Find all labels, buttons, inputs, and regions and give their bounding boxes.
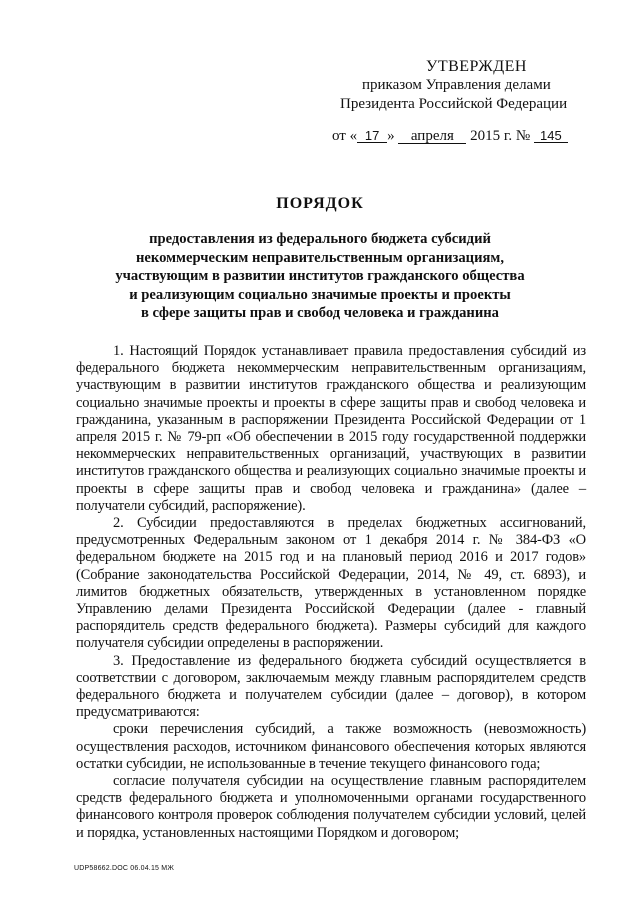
approval-date — [332, 128, 568, 145]
subtitle-line: и реализующим социально значимые проекты и проекты — [129, 286, 511, 303]
subtitle-line: участвующим в развитии институтов гражданского общества — [115, 268, 525, 285]
approval-line-2: Президента Российской Федерации — [340, 96, 568, 112]
file-footer: UDP58662.DOC 06.04.15 МЖ — [74, 865, 174, 872]
paragraph-3-item-2: согласие получателя субсидии на осуществление главным распорядителем средств федерального бюджета и уполномоченными органами государственного финансового контроля проверок соблюдения получателем субсидии условий, целей и порядка, установленных настоящими Порядком и договором; — [76, 773, 586, 841]
date-mid: » — [387, 128, 395, 144]
paragraph-2: 2. Субсидии предоставляются в пределах бюджетных ассигнований, предусмотренных Федеральным законом от 1 декабря 2014 г. № 384-ФЗ «О федеральном бюджете на 2015 год и на плановый период 2016 и 2017 годов» (Собрание законодательства Российской Федерации, 2014, № 49, ст. 6893), и лимитов бюджетных обязательств, утвержденных в установленном порядке Управлению делами Президента Российской Федерации (далее - главный распорядитель средств федерального бюджета). Размеры субсидий для каждого получателя субсидии определены в распоряжении. — [76, 515, 586, 652]
paragraph-3-item-1: сроки перечисления субсидий, а также возможность (невозможность) осуществления расходов, источником финансового обеспечения которых являются остатки субсидии, не использованные в течение текущего финансового года; — [76, 721, 586, 772]
paragraph-1: 1. Настоящий Порядок устанавливает правила предоставления субсидий из федерального бюджета некоммерческим неправительственным организациям, участвующим в развитии институтов гражданского общества и реализующим социально значимые проекты и проекты в сфере защиты прав и свобод человека и гражданина, указанным в распоряжении Президента Российской Федерации от 1 апреля 2015 г. № 79-рп «Об обеспечении в 2015 году государственной поддержки некоммерческих неправительственных организаций, участвующих в развитии институтов гражданского общества и реализующих социально значимые проекты и проекты в сфере защиты прав и свобод человека и гражданина» (далее – получатели субсидий, распоряжение). — [76, 343, 586, 514]
approval-line-1: приказом Управления делами — [362, 77, 551, 93]
date-prefix: от « — [332, 128, 358, 144]
document-subtitle — [0, 230, 640, 323]
subtitle-line: предоставления из федерального бюджета субсидий — [149, 231, 491, 247]
paragraph-3: 3. Предоставление из федерального бюджета субсидий осуществляется в соответствии с договором, заключаемым между главным распорядителем средств федерального бюджета и получателем субсидии (далее – договор), в котором предусматриваются: — [76, 652, 586, 721]
subtitle-line: в сфере защиты прав и свобод человека и гражданина — [141, 305, 499, 322]
document-title: ПОРЯДОК — [276, 195, 364, 212]
approval-title: УТВЕРЖДЕН — [426, 58, 527, 75]
subtitle-line: некоммерческим неправительственным организациям, — [136, 249, 504, 266]
date-day: 17 — [357, 129, 387, 143]
order-number: 145 — [534, 129, 568, 143]
date-month: апреля — [398, 130, 466, 144]
date-year: 2015 г. № — [470, 128, 531, 144]
document-body — [76, 343, 586, 842]
